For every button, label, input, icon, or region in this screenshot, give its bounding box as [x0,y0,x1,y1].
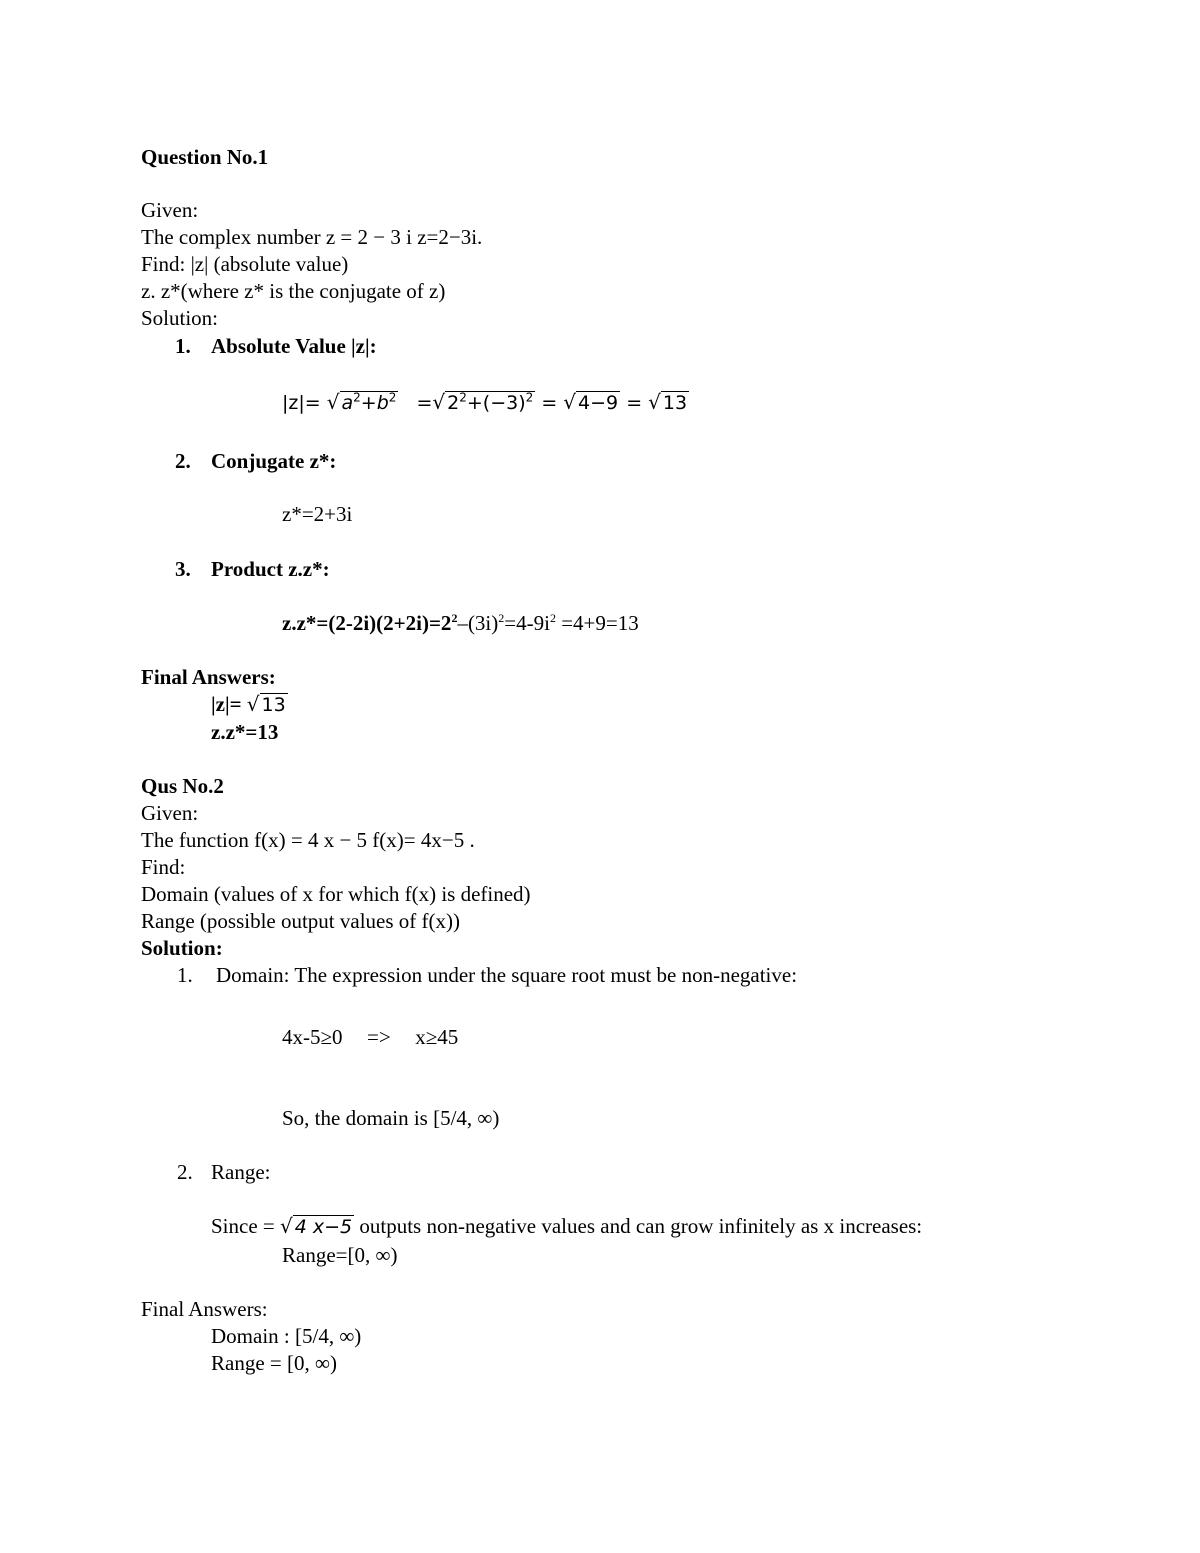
range-result: Range=[0, ∞) [282,1243,398,1267]
final-domain-answer: Domain : [5/4, ∞) [211,1324,362,1348]
radical-13: √ 13 [648,390,688,414]
domain-inequality [282,1024,458,1050]
q1-given-label: Given: [141,198,199,222]
exp-neg3: 2 [525,390,534,405]
q2-range-definition: Range (possible output values of f(x)) [141,909,461,933]
radical-4-9: √ 4−9 [563,390,619,414]
var-a: a [341,392,354,414]
q2-step1-text: Domain: The expression under the square root must be non-negative: [216,963,798,987]
final-abs-answer [211,691,288,718]
abs-lhs: |z|= [282,392,321,414]
product-rest-2: =4-9i [504,611,550,635]
exp-2: 2 [459,390,467,405]
q2-final-answers-label: Final Answers: [141,1297,268,1321]
q1-step3-number: 3. [175,557,191,581]
ineq-right: x≥45 [415,1025,459,1049]
product-exp-2: 2 [498,611,505,625]
product-rest-3: =4+9=13 [555,611,639,635]
q1-final-answers-label: Final Answers: [141,665,276,689]
q1-step1-title: Absolute Value |z|: [211,334,377,358]
q1-find-text-2: z. z*(where z* is the conjugate of z) [141,279,446,303]
product-rest-1: –(3i) [457,611,499,635]
ineq-left: 4x-5≥0 [282,1025,343,1049]
since-post: outputs non-negative values and can grow infinitely as x increases: [359,1214,923,1238]
q1-solution-label: Solution: [141,306,219,330]
radicand-4x-5: 4 x−5 [294,1216,353,1238]
q1-given-text: The complex number z = 2 − 3 i z=2−3i. [141,225,483,249]
final-abs-lhs: |z|= [211,692,242,716]
q2-find-label: Find: [141,855,186,879]
q2-function-text: The function f(x) = 4 x − 5 f(x)= 4x−5 . [141,828,475,852]
question-1-title: Question No.1 [141,145,269,169]
absolute-value-formula [282,389,689,416]
since-statement [211,1213,922,1240]
final-range-answer: Range = [0, ∞) [211,1351,337,1375]
radical-2sq: √ $2^2+(-3)^2$ [432,390,534,414]
exp-a: 2 [353,390,361,405]
domain-result: So, the domain is [5/4, ∞) [282,1106,500,1130]
q2-step2-number: 2. [177,1160,193,1184]
q1-find-text: Find: |z| (absolute value) [141,252,349,276]
q1-step2-title: Conjugate z*: [211,449,337,473]
var-b: b [376,392,389,414]
eq-2: = [541,392,558,414]
eq-3: = [626,392,643,414]
product-formula [282,610,639,636]
q1-step3-title: Product z.z*: [211,557,330,581]
exp-b: 2 [388,390,397,405]
question-2-title: Qus No.2 [141,774,224,798]
final-product-answer: z.z*=13 [211,720,279,744]
base-neg3: (−3) [482,392,526,414]
q2-step2-text: Range: [211,1160,271,1184]
product-exp-1: 2 [451,611,458,625]
radical-13-final: √ 13 [246,692,286,716]
q1-step2-number: 2. [175,449,191,473]
radical-4x-5: √ 4 x−5 [280,1214,353,1238]
since-pre: Since = [211,1214,275,1238]
product-bold: z.z*=(2-2i)(2+2i)=2 [282,611,452,635]
base-2: 2 [447,392,460,414]
q2-given-label: Given: [141,801,199,825]
eq-1: = [416,392,433,414]
q2-solution-label: Solution: [141,936,223,960]
q2-domain-definition: Domain (values of x for which f(x) is defined) [141,882,531,906]
q2-step1-number: 1. [177,963,193,987]
radical-a2-b2: √ $a^2+b^2$ [326,390,397,414]
product-exp-3: 2 [549,611,556,625]
q1-step1-number: 1. [175,334,191,358]
implies-arrow: => [367,1025,391,1049]
conjugate-value: z*=2+3i [282,502,353,526]
